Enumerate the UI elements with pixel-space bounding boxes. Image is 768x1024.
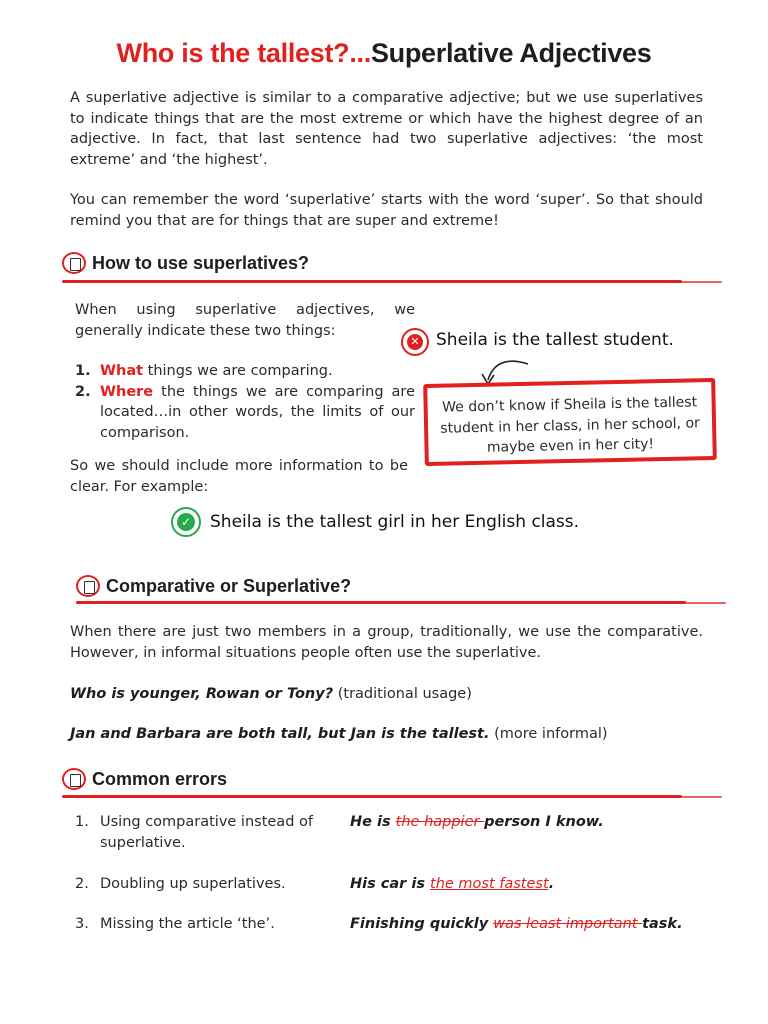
wrong-example: Sheila is the tallest student.	[436, 330, 674, 350]
error-description: Doubling up superlatives.	[100, 876, 286, 892]
section-heading-common-errors	[62, 768, 227, 790]
list-keyword: What	[100, 363, 144, 379]
error-description: Missing the article ‘the’.	[100, 916, 275, 932]
section1-lead: When using superlative adjectives, we generally indicate these two things:	[75, 302, 415, 339]
title-part-2: Superlative Adjectives	[370, 38, 652, 68]
title-part-1: Who is the tallest?...	[116, 38, 371, 68]
list-item	[75, 382, 415, 444]
example-pre: His car is	[350, 876, 431, 892]
section-heading-text: Common errors	[92, 768, 228, 789]
section2-body: When there are just two members in a group, traditionally, we use the comparative. However, in informal situations people often use the superlative.	[70, 624, 703, 661]
section1-followup: So we should include more information to be clear. For example:	[70, 458, 408, 495]
brush-divider	[76, 601, 686, 604]
brush-divider	[62, 795, 682, 798]
example-pre: He is	[350, 814, 396, 830]
comparison-list	[75, 361, 415, 443]
error-example	[350, 914, 720, 935]
list-number: 1.	[75, 363, 91, 379]
error-number: 3.	[75, 916, 89, 932]
list-text: the things we are comparing are located…in other words, the limits of our comparison.	[100, 383, 415, 441]
section-heading-text: How to use superlatives?	[92, 252, 310, 273]
section2-example-1	[70, 684, 703, 705]
check-icon: ✓	[171, 507, 201, 537]
example-error: the most fastest	[430, 876, 549, 892]
error-row	[75, 914, 715, 936]
example-error: the happier	[395, 814, 485, 830]
error-number: 1.	[75, 814, 89, 830]
brush-divider	[62, 280, 682, 283]
section-heading-text: Comparative or Superlative?	[106, 575, 352, 596]
section-heading-comparative-or-superlative	[76, 575, 351, 597]
list-keyword: Where	[100, 383, 154, 400]
example-post: .	[548, 876, 555, 892]
note-box	[423, 378, 717, 466]
example-italic: Jan and Barbara are both tall, but Jan is the tallest.	[70, 726, 490, 742]
example-pre: Finishing quickly	[350, 916, 494, 932]
intro-paragraph-2: You can remember the word ‘superlative’ starts with the word ‘super’. So that should remind you that are for things that are super and extreme!	[70, 192, 703, 229]
list-text: things we are comparing.	[143, 363, 333, 379]
section-heading-how-to-use	[62, 252, 309, 274]
error-row	[75, 874, 715, 896]
error-example	[350, 874, 720, 895]
example-italic: Who is younger, Rowan or Tony?	[70, 686, 334, 702]
section2-example-2	[70, 724, 703, 745]
error-row	[75, 812, 715, 854]
example-post: person I know.	[484, 814, 604, 830]
error-description: Using comparative instead of superlative.	[100, 814, 313, 851]
note-text: We don’t know if Sheila is the tallest student in her class, in her school, or maybe even in her city!	[440, 394, 700, 456]
list-number: 2.	[75, 383, 91, 400]
document-icon	[62, 252, 86, 274]
error-number: 2.	[75, 876, 89, 892]
intro-paragraph-1: A superlative adjective is similar to a comparative adjective; but we use superlatives to indicate things that are the most extreme or which have the highest degree of an adjective. In fact, that last sentence had two superlative adjectives: ‘the most extreme’ and ‘the highest’.	[70, 90, 703, 168]
example-note: (traditional usage)	[333, 686, 472, 702]
example-post: task.	[642, 916, 683, 932]
example-note: (more informal)	[489, 726, 608, 742]
right-example: Sheila is the tallest girl in her English class.	[210, 512, 580, 532]
example-error: was least important	[493, 916, 643, 932]
page-title	[0, 38, 768, 69]
document-icon	[62, 768, 86, 790]
list-item	[75, 361, 415, 382]
document-icon	[76, 575, 100, 597]
x-icon: ✕	[401, 328, 429, 356]
error-example	[350, 812, 720, 833]
